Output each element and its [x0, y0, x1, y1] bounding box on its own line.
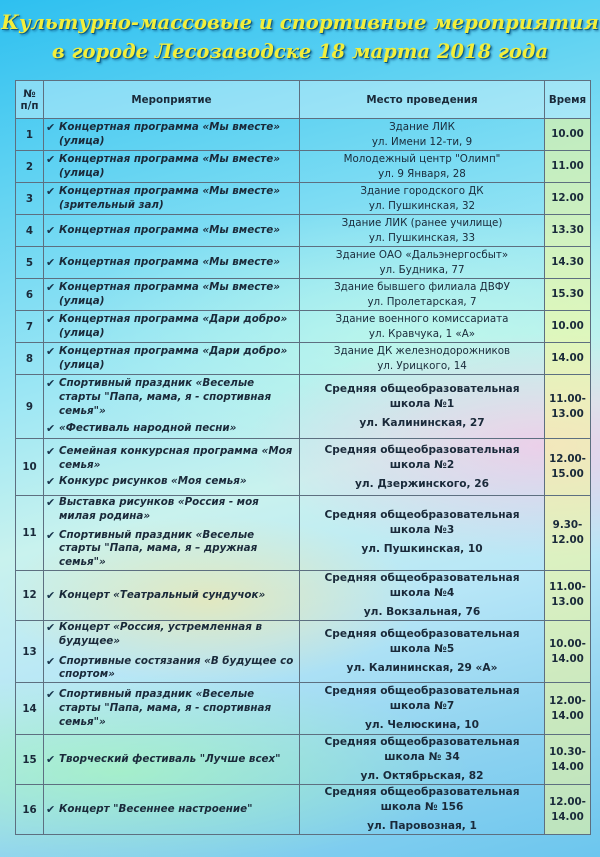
event-item: [46, 753, 296, 767]
checkmark-icon: ✔: [46, 344, 56, 358]
time-cell: 14.30: [545, 247, 591, 279]
table-row: [16, 183, 591, 215]
event-text: «Фестиваль народной песни»: [59, 422, 237, 435]
place-address: ул. Имени 12-ти, 9: [371, 135, 473, 148]
place-address: ул. Пролетарская, 7: [367, 295, 477, 308]
row-number: 9: [16, 375, 44, 439]
time-cell: 11.00-13.00: [545, 375, 591, 439]
place-name: Средняя общеобразовательная школа №7: [324, 685, 520, 713]
place-address: ул. Калининская, 27: [359, 417, 485, 429]
event-item: [46, 345, 296, 373]
event-item: [46, 445, 296, 473]
place-cell: [300, 247, 545, 279]
table-row: [16, 119, 591, 151]
row-number: 2: [16, 151, 44, 183]
table-row: [16, 620, 591, 682]
time-cell: 12.00: [545, 183, 591, 215]
event-text: Спортивные состязания «В будущее со спортом»: [59, 654, 294, 681]
place-name: Средняя общеобразовательная школа №1: [324, 383, 520, 410]
time-cell: 11.00: [545, 151, 591, 183]
event-text: Спортивный праздник «Веселые старты "Папа, мама, я - спортивная семья"»: [59, 687, 272, 728]
table-row: [16, 570, 591, 620]
place-address: ул. Паровозная, 1: [367, 820, 477, 833]
checkmark-icon: ✔: [46, 152, 56, 166]
place-cell: [300, 570, 545, 620]
checkmark-icon: ✔: [46, 654, 56, 668]
event-text: Концертная программа «Мы вместе»: [59, 223, 280, 236]
place-address: ул. Вокзальная, 76: [363, 605, 481, 618]
place-name: Здание ОАО «Дальэнергосбыт»: [335, 248, 509, 261]
event-text: Концерт «Россия, устремленная в будущее»: [59, 620, 262, 647]
event-cell: [44, 620, 300, 682]
event-cell: [44, 343, 300, 375]
event-text: Спортивный праздник «Веселые старты "Папа, мама, я – дружная семья"»: [59, 528, 258, 569]
place-cell: [300, 311, 545, 343]
event-cell: [44, 247, 300, 279]
checkmark-icon: ✔: [46, 184, 56, 198]
event-cell: [44, 375, 300, 439]
place-address: ул. Калининская, 29 «А»: [346, 662, 498, 675]
place-address: ул. Октябрьская, 82: [360, 770, 484, 783]
row-number: 5: [16, 247, 44, 279]
place-cell: [300, 785, 545, 835]
checkmark-icon: ✔: [46, 475, 56, 489]
header-num: № п/п: [16, 81, 44, 119]
time-cell: 12.00-15.00: [545, 439, 591, 496]
place-address: ул. Пушкинская, 32: [368, 199, 476, 212]
place-cell: [300, 183, 545, 215]
event-cell: [44, 683, 300, 735]
event-text: Концерт "Весеннее настроение": [59, 802, 253, 815]
event-text: Концертная программа «Мы вместе» (улица): [59, 120, 280, 147]
row-number: 13: [16, 620, 44, 682]
event-cell: [44, 785, 300, 835]
event-item: [46, 621, 296, 649]
table-row: [16, 439, 591, 496]
event-item: [46, 803, 296, 817]
event-text: Концерт «Театральный сундучок»: [59, 588, 266, 601]
place-name: Здание бывшего филиала ДВФУ: [334, 280, 510, 293]
events-table: [15, 80, 591, 835]
row-number: 11: [16, 496, 44, 571]
row-number: 14: [16, 683, 44, 735]
event-text: Концертная программа «Мы вместе» (улица): [59, 280, 280, 307]
event-item: [46, 688, 296, 729]
time-cell: 15.30: [545, 279, 591, 311]
place-name: Средняя общеобразовательная школа № 156: [324, 786, 520, 814]
place-name: Средняя общеобразовательная школа №5: [324, 628, 520, 656]
title-line-2: в городе Лесозаводске 18 марта 2018 года: [51, 40, 549, 63]
place-name: Здание ДК железнодорожников: [333, 344, 511, 357]
checkmark-icon: ✔: [46, 444, 56, 458]
event-item: [46, 377, 296, 418]
table-body: [16, 119, 591, 835]
place-name: Средняя общеобразовательная школа №2: [324, 443, 520, 471]
event-item: [46, 589, 296, 603]
place-cell: [300, 683, 545, 735]
place-cell: [300, 496, 545, 571]
event-text: Выставка рисунков «Россия - моя милая родина»: [59, 496, 259, 522]
header-place: Место проведения: [300, 81, 545, 119]
place-cell: [300, 215, 545, 247]
header-event: Мероприятие: [44, 81, 300, 119]
table-row: [16, 151, 591, 183]
event-text: Спортивный праздник «Веселые старты "Папа, мама, я - спортивная семья"»: [59, 376, 272, 417]
checkmark-icon: ✔: [46, 802, 56, 816]
table-row: [16, 375, 591, 439]
table-row: [16, 683, 591, 735]
row-number: 10: [16, 439, 44, 496]
row-number: 12: [16, 570, 44, 620]
page-title: [0, 8, 600, 66]
table-row: [16, 279, 591, 311]
place-address: ул. Урицкого, 14: [377, 359, 467, 372]
table-row: [16, 785, 591, 835]
place-name: Молодежный центр "Олимп": [343, 152, 501, 165]
event-cell: [44, 439, 300, 496]
event-item: [46, 529, 296, 570]
event-text: Концертная программа «Мы вместе» (зрительный зал): [59, 184, 280, 211]
checkmark-icon: ✔: [46, 588, 56, 602]
event-item: [46, 422, 296, 436]
event-item: [46, 475, 296, 489]
place-address: ул. Будника, 77: [379, 263, 465, 276]
table-header-row: [16, 81, 591, 119]
event-cell: [44, 311, 300, 343]
time-cell: 11.00-13.00: [545, 570, 591, 620]
checkmark-icon: ✔: [46, 496, 56, 509]
row-number: 7: [16, 311, 44, 343]
place-cell: [300, 620, 545, 682]
checkmark-icon: ✔: [46, 376, 56, 390]
time-cell: 10.30-14.00: [545, 735, 591, 785]
table-row: [16, 311, 591, 343]
event-text: Концертная программа «Дари добро» (улица): [59, 312, 288, 339]
place-cell: [300, 375, 545, 439]
place-cell: [300, 279, 545, 311]
event-cell: [44, 183, 300, 215]
place-address: ул. Пушкинская, 10: [361, 543, 483, 556]
event-item: [46, 313, 296, 341]
place-cell: [300, 735, 545, 785]
event-item: [46, 185, 296, 213]
checkmark-icon: ✔: [46, 312, 56, 326]
event-item: [46, 496, 296, 524]
time-cell: 14.00: [545, 343, 591, 375]
checkmark-icon: ✔: [46, 255, 56, 269]
place-address: ул. 9 Января, 28: [378, 167, 466, 180]
time-cell: 12.00-14.00: [545, 683, 591, 735]
row-number: 4: [16, 215, 44, 247]
checkmark-icon: ✔: [46, 120, 56, 134]
event-cell: [44, 215, 300, 247]
place-address: ул. Дзержинского, 26: [354, 477, 490, 490]
checkmark-icon: ✔: [46, 422, 56, 436]
event-text: Конкурс рисунков «Моя семья»: [59, 475, 247, 488]
row-number: 3: [16, 183, 44, 215]
event-item: [46, 256, 296, 270]
time-cell: 10.00: [545, 311, 591, 343]
table-row: [16, 215, 591, 247]
checkmark-icon: ✔: [46, 687, 56, 701]
place-name: Средняя общеобразовательная школа №4: [324, 571, 520, 599]
event-text: Концертная программа «Мы вместе» (улица): [59, 152, 280, 179]
header-time: Время: [545, 81, 591, 119]
place-name: Здание городского ДК: [360, 184, 484, 197]
place-cell: [300, 343, 545, 375]
place-name: Здание ЛИК (ранее училище): [341, 216, 503, 229]
checkmark-icon: ✔: [46, 620, 56, 634]
checkmark-icon: ✔: [46, 223, 56, 237]
event-cell: [44, 279, 300, 311]
place-name: Здание ЛИК: [389, 120, 455, 133]
event-text: Творческий фестиваль "Лучше всех": [59, 752, 281, 765]
place-name: Средняя общеобразовательная школа № 34: [324, 736, 520, 764]
event-text: Концертная программа «Дари добро» (улица): [59, 344, 288, 371]
event-item: [46, 281, 296, 309]
time-cell: 10.00-14.00: [545, 620, 591, 682]
event-text: Семейная конкурсная программа «Моя семья»: [59, 444, 293, 471]
table-row: [16, 735, 591, 785]
event-cell: [44, 119, 300, 151]
place-name: Средняя общеобразовательная школа №3: [324, 509, 520, 537]
event-item: [46, 121, 296, 149]
event-cell: [44, 735, 300, 785]
place-address: ул. Пушкинская, 33: [368, 231, 476, 244]
time-cell: 10.00: [545, 119, 591, 151]
event-item: [46, 153, 296, 181]
event-cell: [44, 151, 300, 183]
row-number: 15: [16, 735, 44, 785]
table-row: [16, 343, 591, 375]
event-cell: [44, 570, 300, 620]
place-name: Здание военного комиссариата: [335, 312, 509, 325]
row-number: 16: [16, 785, 44, 835]
place-cell: [300, 151, 545, 183]
event-item: [46, 655, 296, 683]
row-number: 8: [16, 343, 44, 375]
time-cell: 9.30-12.00: [545, 496, 591, 571]
place-address: ул. Кравчука, 1 «А»: [368, 327, 476, 340]
place-address: ул. Челюскина, 10: [365, 719, 479, 732]
table-row: [16, 247, 591, 279]
place-cell: [300, 119, 545, 151]
checkmark-icon: ✔: [46, 752, 56, 766]
checkmark-icon: ✔: [46, 280, 56, 294]
time-cell: 13.30: [545, 215, 591, 247]
event-cell: [44, 496, 300, 571]
event-text: Концертная программа «Мы вместе»: [59, 255, 280, 268]
table-row: [16, 496, 591, 571]
time-cell: 12.00-14.00: [545, 785, 591, 835]
title-line-1: Культурно-массовые и спортивные мероприятия: [1, 11, 599, 34]
event-item: [46, 224, 296, 238]
place-cell: [300, 439, 545, 496]
row-number: 6: [16, 279, 44, 311]
checkmark-icon: ✔: [46, 528, 56, 542]
row-number: 1: [16, 119, 44, 151]
